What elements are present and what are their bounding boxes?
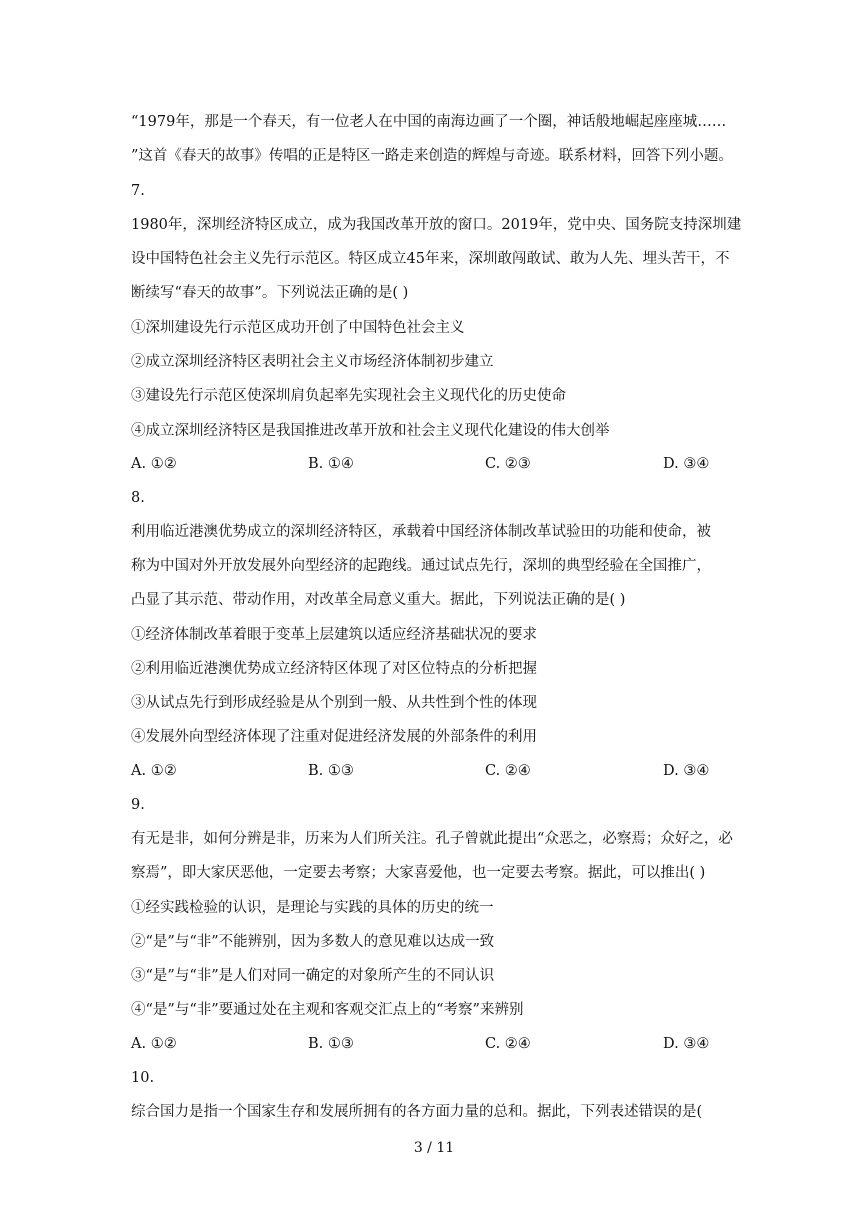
question-7-statement-2: ②成立深圳经济特区表明社会主义市场经济体制初步建立	[131, 354, 494, 370]
question-8-stem-line-1: 利用临近港澳优势成立的深圳经济特区，承载着中国经济体制改革试验田的功能和使命，被	[131, 524, 711, 540]
question-9-statement-3: ③“是”与“非”是人们对同一确定的对象所产生的不同认识	[131, 968, 495, 984]
question-7-stem-line-1: 1980年，深圳经济特区成立，成为我国改革开放的窗口。2019年，党中央、国务院支持深圳建	[131, 217, 742, 233]
question-7-option-a[interactable]: A. ①②	[131, 456, 177, 472]
question-9-statement-2: ②“是”与“非”不能辨别，因为多数人的意见难以达成一致	[131, 934, 495, 950]
question-10-number: 10.	[131, 1070, 155, 1086]
question-8-stem-line-2: 称为中国对外开放发展外向型经济的起跑线。通过试点先行，深圳的典型经验在全国推广，	[131, 558, 711, 574]
question-7-option-b[interactable]: B. ①④	[308, 456, 354, 472]
question-9-number: 9.	[131, 797, 145, 813]
question-10-stem-line-1: 综合国力是指一个国家生存和发展所拥有的各方面力量的总和。据此，下列表述错误的是(	[131, 1104, 703, 1120]
question-9-stem-line-2: 察焉”，即大家厌恶他，一定要去考察；大家喜爱他，也一定要去考察。据此，可以推出( )	[131, 865, 706, 881]
question-8-number: 8.	[131, 490, 145, 506]
question-7-options	[131, 454, 737, 474]
question-8-stem-line-3: 凸显了其示范、带动作用，对改革全局意义重大。据此，下列说法正确的是( )	[131, 592, 626, 608]
question-7-statement-4: ④成立深圳经济特区是我国推进改革开放和社会主义现代化建设的伟大创举	[131, 423, 610, 439]
page-indicator: 3 / 11	[413, 1140, 455, 1156]
question-7-statement-3: ③建设先行示范区使深圳肩负起率先实现社会主义现代化的历史使命	[131, 388, 566, 404]
question-8-option-d[interactable]: D. ③④	[663, 763, 710, 779]
question-9-option-d[interactable]: D. ③④	[663, 1036, 710, 1052]
question-8-statement-2: ②利用临近港澳优势成立经济特区体现了对区位特点的分析把握	[131, 661, 537, 677]
intro-line-1: “1979年，那是一个春天，有一位老人在中国的南海边画了一个圈，神话般地崛起座座城……	[131, 114, 727, 130]
question-9-option-c[interactable]: C. ②④	[485, 1036, 531, 1052]
question-9-option-b[interactable]: B. ①③	[308, 1036, 354, 1052]
question-8-option-c[interactable]: C. ②④	[485, 763, 531, 779]
question-7-stem-line-2: 设中国特色社会主义先行示范区。特区成立45年来，深圳敢闯敢试、敢为人先、埋头苦干，不	[131, 251, 730, 267]
question-8-statement-1: ①经济体制改革着眼于变革上层建筑以适应经济基础状况的要求	[131, 627, 537, 643]
question-8-options	[131, 761, 737, 781]
question-7-stem-line-3: 断续写“春天的故事”。下列说法正确的是( )	[131, 285, 409, 301]
intro-line-2: ”这首《春天的故事》传唱的正是特区一路走来创造的辉煌与奇迹。联系材料，回答下列小题。	[131, 148, 733, 164]
question-7-option-d[interactable]: D. ③④	[663, 456, 710, 472]
question-7-statement-1: ①深圳建设先行示范区成功开创了中国特色社会主义	[131, 320, 465, 336]
question-9-option-a[interactable]: A. ①②	[131, 1036, 177, 1052]
question-9-options	[131, 1034, 737, 1054]
question-8-statement-4: ④发展外向型经济体现了注重对促进经济发展的外部条件的利用	[131, 729, 537, 745]
question-9-statement-4: ④“是”与“非”要通过处在主观和客观交汇点上的“考察”来辨别	[131, 1002, 524, 1018]
question-7-number: 7.	[131, 183, 145, 199]
question-9-stem-line-1: 有无是非，如何分辨是非，历来为人们所关注。孔子曾就此提出“众恶之，必察焉；众好之，必	[131, 831, 733, 847]
question-9-statement-1: ①经实践检验的认识，是理论与实践的具体的历史的统一	[131, 900, 494, 916]
question-7-option-c[interactable]: C. ②③	[485, 456, 531, 472]
question-8-option-b[interactable]: B. ①③	[308, 763, 354, 779]
question-8-statement-3: ③从试点先行到形成经验是从个别到一般、从共性到个性的体现	[131, 695, 537, 711]
question-8-option-a[interactable]: A. ①②	[131, 763, 177, 779]
